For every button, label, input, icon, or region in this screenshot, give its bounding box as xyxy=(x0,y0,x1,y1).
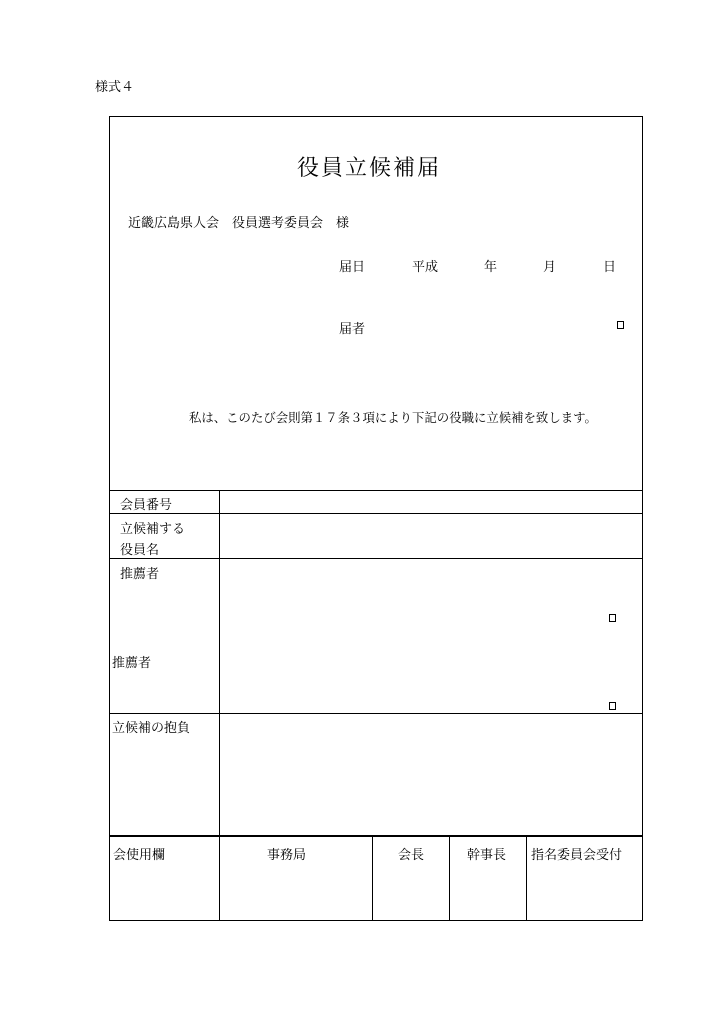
form-number: 様式４ xyxy=(95,80,135,95)
column-divider-secretary-general xyxy=(526,836,527,921)
addressee: 近畿広島県人会 役員選考委員会 様 xyxy=(128,216,350,231)
seal-mark-recommender-2 xyxy=(609,702,616,710)
recommender-label-1: 推薦者 xyxy=(120,567,160,582)
year-label: 年 xyxy=(484,260,498,275)
month-label: 月 xyxy=(543,260,557,275)
era-label: 平成 xyxy=(412,260,439,275)
divider-recommenders xyxy=(109,713,643,714)
divider-position xyxy=(109,558,643,559)
form-title: 役員立候補届 xyxy=(297,156,442,181)
position-label-line2: 役員名 xyxy=(120,543,160,558)
declaration-text: 私は、このたび会則第１７条３項により下記の役職に立候補を致します。 xyxy=(189,410,597,425)
secretary-general-label: 幹事長 xyxy=(467,848,507,863)
position-label-line1: 立候補する xyxy=(120,522,186,537)
divider-office-use xyxy=(109,835,643,837)
column-divider-secretariat xyxy=(372,836,373,921)
president-label: 会長 xyxy=(398,848,425,863)
divider-header xyxy=(109,490,643,491)
aspiration-label: 立候補の抱負 xyxy=(112,721,191,736)
column-divider-president xyxy=(449,836,450,921)
seal-mark-applicant xyxy=(617,321,624,329)
member-number-label: 会員番号 xyxy=(120,498,173,513)
seal-mark-recommender-1 xyxy=(609,614,616,622)
applicant-label: 届者 xyxy=(339,322,366,337)
column-divider-label xyxy=(219,490,220,921)
recommender-label-2: 推薦者 xyxy=(112,656,152,671)
day-label: 日 xyxy=(603,260,617,275)
form-frame xyxy=(109,116,643,921)
office-use-label: 会使用欄 xyxy=(113,848,166,863)
divider-member-number xyxy=(109,513,643,514)
secretariat-label: 事務局 xyxy=(267,848,307,863)
nomination-committee-label: 指名委員会受付 xyxy=(531,848,623,863)
date-label: 届日 xyxy=(339,260,366,275)
